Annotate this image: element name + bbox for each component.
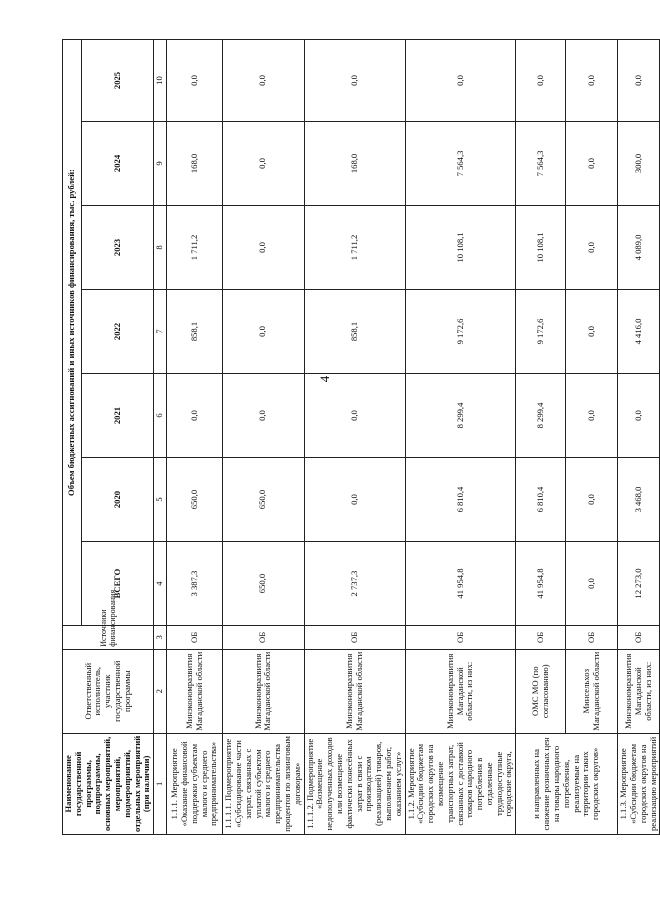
- row-value-2024: 300,0: [618, 121, 660, 205]
- row-value-2022: 0,0: [223, 289, 304, 373]
- row-value-2021: 8 299,4: [516, 374, 566, 458]
- header-year-2025: 2025: [82, 40, 154, 122]
- row-executor: Минэкономразвития Магаданской области: [304, 649, 405, 733]
- row-executor: Минэкономразвития Магаданской области, из них:: [405, 649, 516, 733]
- row-value-2022: 0,0: [566, 289, 618, 373]
- header-year-total: ВСЕГО: [82, 542, 154, 626]
- row-value-2021: 0,0: [618, 374, 660, 458]
- row-value-total: 2 737,3: [304, 542, 405, 626]
- row-name: 1.1.1.2. Подмероприятие «Возмещение недополученных доходов или возмещение фактически понесённых затрат в связи с производством (реализацией) товаров, выполнением работ, оказанием услуг»: [304, 733, 405, 834]
- col-number-8: 8: [154, 205, 167, 289]
- row-value-2023: 10 108,1: [516, 205, 566, 289]
- row-source: ОБ: [405, 626, 516, 650]
- header-year-2020: 2020: [82, 458, 154, 542]
- table-row: [618, 40, 660, 835]
- row-name: 1.1.3. Мероприятие «Субсидии бюджетам городских округов на реализацию мероприятий: [618, 733, 660, 834]
- row-source: ОБ: [223, 626, 304, 650]
- row-name: и направленных на снижение розничных цен на товары народного потребления, реализуемые на территории таких городских округов»: [516, 733, 618, 834]
- row-value-2020: 6 810,4: [405, 458, 516, 542]
- table-row: [223, 40, 304, 835]
- row-value-2022: 9 172,6: [516, 289, 566, 373]
- row-value-2022: 4 416,0: [618, 289, 660, 373]
- row-value-total: 12 273,0: [618, 542, 660, 626]
- row-value-2020: 650,0: [167, 458, 223, 542]
- row-value-2020: 6 810,4: [516, 458, 566, 542]
- row-value-2021: 0,0: [566, 374, 618, 458]
- table-row: [566, 40, 618, 835]
- row-source: ОБ: [167, 626, 223, 650]
- table-row: [304, 40, 405, 835]
- table-row: [167, 40, 223, 835]
- col-number-2: 2: [154, 649, 167, 733]
- budget-table-rotated: [62, 0, 658, 835]
- col-number-9: 9: [154, 121, 167, 205]
- col-number-5: 5: [154, 458, 167, 542]
- row-value-2022: 9 172,6: [405, 289, 516, 373]
- row-name: 1.1.1.1. Подмероприятие «Субсидирование части затрат, связанных с уплатой субъектом малого и среднего предпринимательства процентов по лизинговым договорам»: [223, 733, 304, 834]
- row-name: 1.1.2. Мероприятие «Субсидии бюджетам городских округов на возмещение транспортных затрат, связанных с доставкой товаров народного потребления в отдаленные труднодоступные городские округа,: [405, 733, 516, 834]
- row-value-2022: 858,1: [304, 289, 405, 373]
- row-value-2021: 0,0: [167, 374, 223, 458]
- row-value-2025: 0,0: [516, 40, 566, 122]
- row-value-total: 41 954,8: [405, 542, 516, 626]
- row-executor: Минсельхоз Магаданской области: [566, 649, 618, 733]
- row-value-2023: 4 089,0: [618, 205, 660, 289]
- budget-table: [62, 39, 660, 835]
- col-number-6: 6: [154, 374, 167, 458]
- row-value-2025: 0,0: [304, 40, 405, 122]
- row-value-2023: 10 108,1: [405, 205, 516, 289]
- header-funding-group: Объем бюджетных ассигнований и иных источников финансирования, тыс. рублей:: [63, 40, 82, 626]
- row-value-2021: 8 299,4: [405, 374, 516, 458]
- row-value-total: 3 387,3: [167, 542, 223, 626]
- row-value-2025: 0,0: [618, 40, 660, 122]
- col-number-10: 10: [154, 40, 167, 122]
- row-value-2023: 0,0: [223, 205, 304, 289]
- row-value-2025: 0,0: [167, 40, 223, 122]
- row-source: ОБ: [516, 626, 566, 650]
- row-executor: ОМС МО (по согласованию): [516, 649, 566, 733]
- row-value-2024: 7 564,3: [516, 121, 566, 205]
- header-col2: Ответственный исполнитель, участник государственной программы: [63, 649, 154, 733]
- row-value-2021: 0,0: [223, 374, 304, 458]
- row-value-2024: 0,0: [223, 121, 304, 205]
- table-row: [405, 40, 516, 835]
- row-source: ОБ: [566, 626, 618, 650]
- row-source: ОБ: [304, 626, 405, 650]
- row-value-total: 0,0: [566, 542, 618, 626]
- row-value-total: 41 954,8: [516, 542, 566, 626]
- row-name: 1.1.1. Мероприятие «Оказание финансовой поддержки субъектам малого и среднего предпринимательства»: [167, 733, 223, 834]
- row-executor: Минэкономразвития Магаданской области: [223, 649, 304, 733]
- row-value-2024: 0,0: [566, 121, 618, 205]
- row-value-2024: 7 564,3: [405, 121, 516, 205]
- row-value-2020: 3 468,0: [618, 458, 660, 542]
- row-value-2024: 168,0: [167, 121, 223, 205]
- row-value-2025: 0,0: [566, 40, 618, 122]
- row-value-2023: 1 711,2: [167, 205, 223, 289]
- row-source: ОБ: [618, 626, 660, 650]
- row-value-2024: 168,0: [304, 121, 405, 205]
- header-year-2021: 2021: [82, 374, 154, 458]
- header-year-2023: 2023: [82, 205, 154, 289]
- row-value-2021: 0,0: [304, 374, 405, 458]
- header-year-2022: 2022: [82, 289, 154, 373]
- header-col1: Наименование государственной программы, подпрограммы, основных мероприятий, мероприятий, подмероприятий, отдельных мероприятий (при наличии): [63, 733, 154, 834]
- row-value-2023: 0,0: [566, 205, 618, 289]
- table-row: [516, 40, 566, 835]
- col-number-3: 3: [154, 626, 167, 650]
- row-executor: Минэкономразвития Магаданской области: [167, 649, 223, 733]
- row-value-2022: 858,1: [167, 289, 223, 373]
- header-year-2024: 2024: [82, 121, 154, 205]
- row-value-2020: 650,0: [223, 458, 304, 542]
- row-executor: Минэкономразвития Магаданской области, из них:: [618, 649, 660, 733]
- row-value-total: 650,0: [223, 542, 304, 626]
- col-number-7: 7: [154, 289, 167, 373]
- col-number-1: 1: [154, 733, 167, 834]
- col-number-4: 4: [154, 542, 167, 626]
- row-value-2023: 1 711,2: [304, 205, 405, 289]
- row-value-2020: 0,0: [566, 458, 618, 542]
- row-value-2025: 0,0: [405, 40, 516, 122]
- row-value-2020: 0,0: [304, 458, 405, 542]
- page-number: 4: [317, 375, 332, 383]
- row-value-2025: 0,0: [223, 40, 304, 122]
- header-col3: Источники финансирования: [63, 626, 154, 650]
